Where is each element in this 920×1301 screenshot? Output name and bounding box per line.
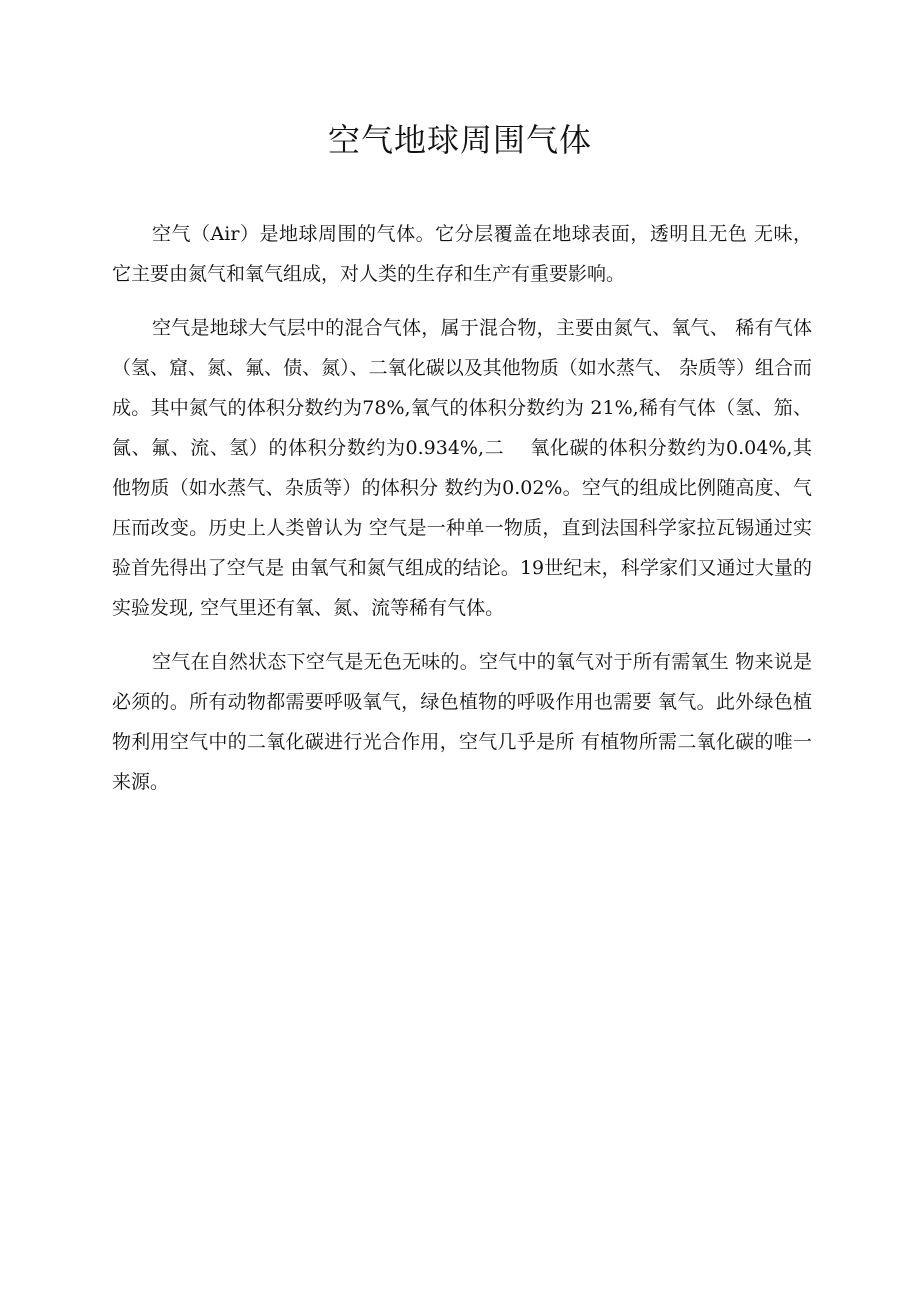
paragraph-nature: 空气在自然状态下空气是无色无味的。空气中的氧气对于所有需氧生 物来说是必须的。所有动物都需要呼吸氧气，绿色植物的呼吸作用也需要 氧气。此外绿色植物利用空气中的二氧化碳进行光合作用，空气几乎是所 有植物所需二氧化碳的唯一来源。	[112, 651, 812, 793]
document-body	[112, 214, 812, 816]
paragraph-composition: 空气是地球大气层中的混合气体，属于混合物，主要由氮气、氧气、 稀有气体（氢、窟、氮、氟、债、氮）、二氧化碳以及其他物质（如水蒸气、 杂质等）组合而成。其中氮气的体积分数约为78%,氧气的体积分数约为 21%,稀有气体（氢、笳、氤、氟、流、氢）的体积分数约为0.934%,二 氧化碳的体积分数约为0.04%,其他物质（如水蒸气、杂质等）的体积分 数约为0.02%。空气的组成比例随高度、气压而改变。历史上人类曾认为 空气是一种单一物质，直到法国科学家拉瓦锡通过实验首先得出了空气是 由氧气和氮气组成的结论。19世纪末，科学家们又通过大量的实验发现, 空气里还有氧、氮、流等稀有气体。	[112, 317, 812, 619]
document-title: 空气地球周围气体	[327, 121, 592, 159]
paragraph-intro: 空气（Air）是地球周围的气体。它分层覆盖在地球表面，透明且无色 无味，它主要由氮气和氧气组成，对人类的生存和生产有重要影响。	[112, 223, 812, 285]
